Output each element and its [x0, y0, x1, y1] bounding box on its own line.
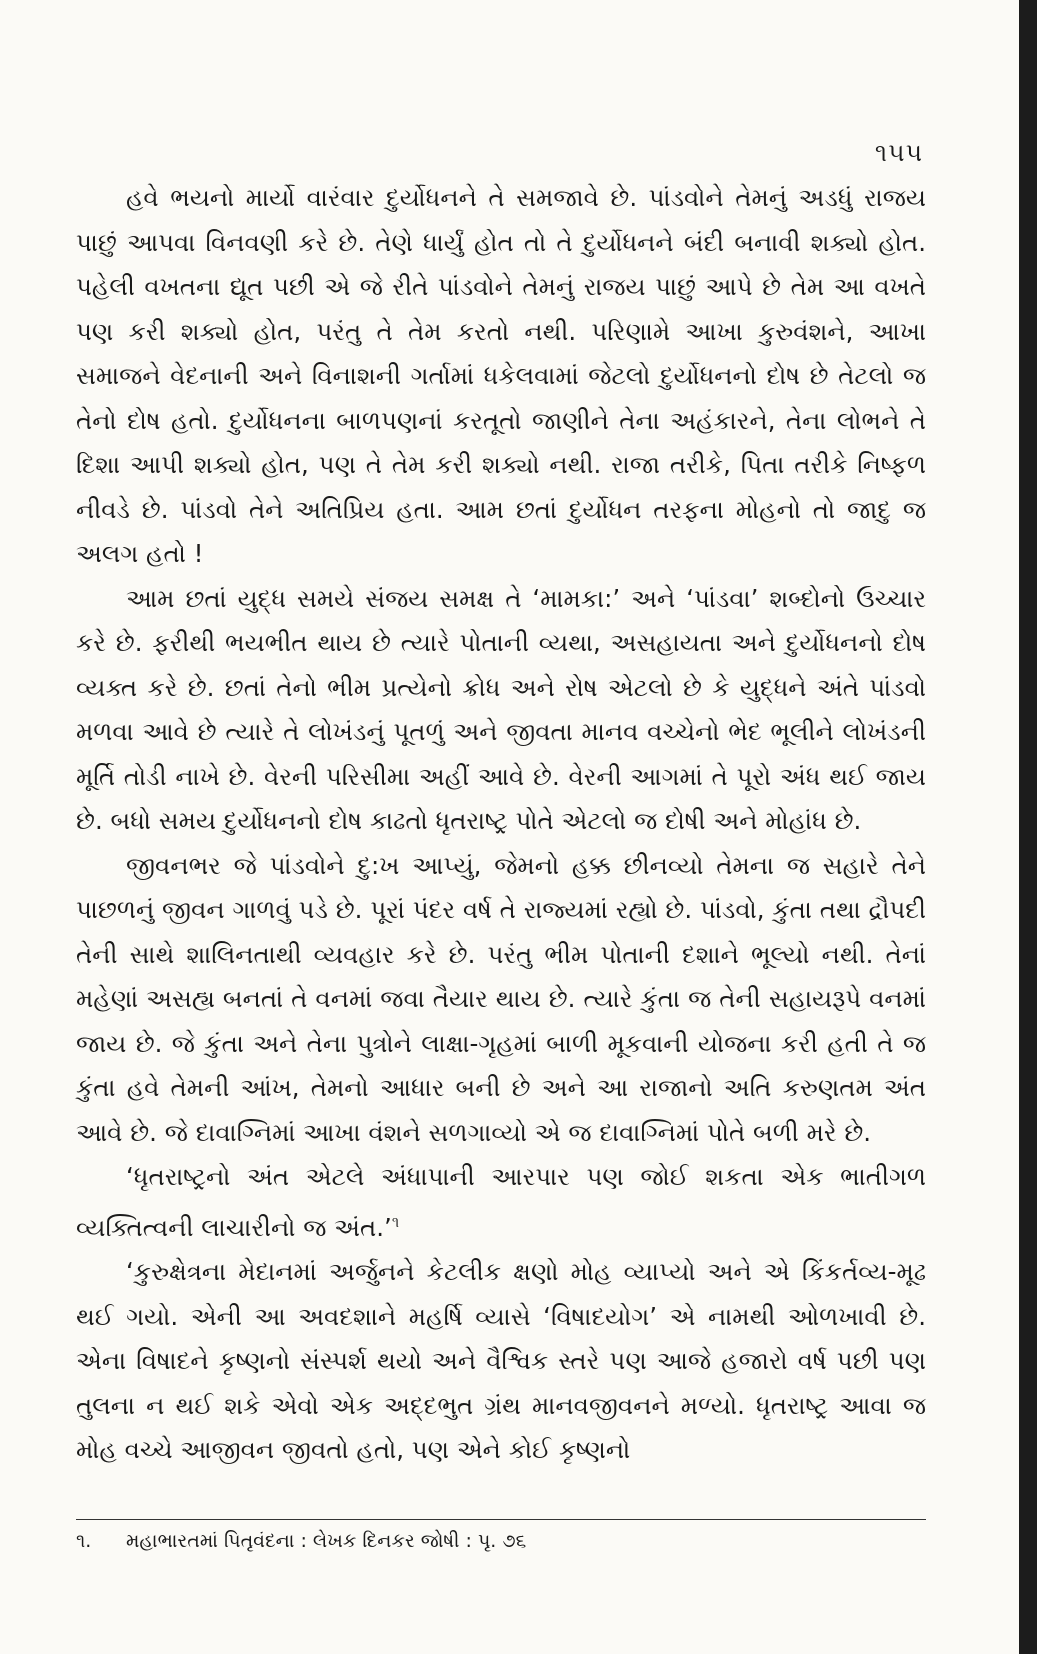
footnote-text: મહાભારતમાં પિતૃવંદના : લેખક દિનકર જોષી : પૃ. ૭૬ [126, 1530, 527, 1552]
body-text [76, 176, 926, 1473]
paragraph-4 [76, 1155, 926, 1250]
quote-text: ‘ધૃતરાષ્ટ્રનો અંત એટલે અંધાપાની આરપાર પણ જોઈ શકતા એક ભાતીગળ વ્યક્તિત્વની લાચારીનો જ અંત.’ [76, 1162, 926, 1242]
footnote-marker: ૧. [76, 1530, 92, 1552]
paragraph-3: જીવનભર જે પાંડવોને દુ:ખ આપ્યું, જેમનો હક્ક છીનવ્યો તેમના જ સહારે તેને પાછળનું જીવન ગાળવું પડે છે. પૂરાં પંદર વર્ષ તે રાજ્યમાં રહ્યો છે. પાંડવો, કુંતા તથા દ્રૌપદી તેની સાથે શાલિનતાથી વ્યવહાર કરે છે. પરંતુ ભીમ પોતાની દશાને ભૂલ્યો નથી. તેનાં મહેણાં અસહ્ય બનતાં તે વનમાં જવા તૈયાર થાય છે. ત્યારે કુંતા જ તેની સહાયરૂપે વનમાં જાય છે. જે કુંતા અને તેના પુત્રોને લાક્ષા-ગૃહમાં બાળી મૂકવાની યોજના કરી હતી તે જ કુંતા હવે તેમની આંખ, તેમનો આધાર બની છે અને આ રાજાનો અતિ કરુણતમ અંત આવે છે. જે દાવાગ્નિમાં આખા વંશને સળગાવ્યો એ જ દાવાગ્નિમાં પોતે બળી મરે છે. [76, 850, 926, 1147]
footnote-reference: ૧ [391, 1212, 400, 1231]
paragraph-5: ‘કુરુક્ષેત્રના મેદાનમાં અર્જુનને કેટલીક ક્ષણો મોહ વ્યાપ્યો અને એ કિંકર્તવ્ય-મૂઢ થઈ ગયો. એની આ અવદશાને મહર્ષિ વ્યાસે ‘વિષાદયોગ’ એ નામથી ઓળખાવી છે. એના વિષાદને કૃષ્ણનો સંસ્પર્શ થયો અને વૈશ્વિક સ્તરે પણ આજે હજારો વર્ષ પછી પણ તુલના ન થઈ શકે એવો એક અદ્દભુત ગ્રંથ માનવજીવનને મળ્યો. ધૃતરાષ્ટ્ર આવા જ મોહ વચ્ચે આજીવન જીવતો હતો, પણ એને કોઈ કૃષ્ણનો [76, 1257, 926, 1465]
paragraph-1: હવે ભયનો માર્યો વારંવાર દુર્યોધનને તે સમજાવે છે. પાંડવોને તેમનું અડધું રાજય પાછું આપવા વિનવણી કરે છે. તેણે ધાર્યું હોત તો તે દુર્યોધનને બંદી બનાવી શક્યો હોત. પહેલી વખતના દ્યૂત પછી એ જે રીતે પાંડવોને તેમનું રાજય પાછું આપે છે તેમ આ વખતે પણ કરી શક્યો હોત, પરંતુ તે તેમ કરતો નથી. પરિણામે આખા કુરુવંશને, આખા સમાજને વેદનાની અને વિનાશની ગર્તામાં ધકેલવામાં જેટલો દુર્યોધનનો દોષ છે તેટલો જ તેનો દોષ હતો. દુર્યોધનના બાળપણનાં કરતૂતો જાણીને તેના અહંકારને, તેના લોભને તે દિશા આપી શક્યો હોત, પણ તે તેમ કરી શક્યો નથી. રાજા તરીકે, પિતા તરીકે નિષ્ફળ નીવડે છે. પાંડવો તેને અતિપ્રિય હતા. આમ છતાં દુર્યોધન તરફના મોહનો તો જાદુ જ અલગ હતો ! [76, 183, 926, 568]
footnote-divider [76, 1519, 926, 1520]
paragraph-2: આમ છતાં યુદ્ધ સમયે સંજય સમક્ષ તે ‘મામકા:’ અને ‘પાંડવા’ શબ્દોનો ઉચ્ચાર કરે છે. ફરીથી ભયભીત થાય છે ત્યારે પોતાની વ્યથા, અસહાયતા અને દુર્યોધનનો દોષ વ્યક્ત કરે છે. છતાં તેનો ભીમ પ્રત્યેનો ક્રોધ અને રોષ એટલો છે કે યુદ્ધને અંતે પાંડવો મળવા આવે છે ત્યારે તે લોખંડનું પૂતળું અને જીવતા માનવ વચ્ચેનો ભેદ ભૂલીને લોખંડની મૂર્તિ તોડી નાખે છે. વેરની પરિસીમા અહીં આવે છે. વેરની આગમાં તે પૂરો અંધ થઈ જાય છે. બધો સમય દુર્યોધનનો દોષ કાઢતો ધૃતરાષ્ટ્ર પોતે એટલો જ દોષી અને મોહાંધ છે. [76, 583, 926, 835]
footnote [76, 1526, 926, 1556]
page-number: ૧૫૫ [874, 138, 923, 167]
